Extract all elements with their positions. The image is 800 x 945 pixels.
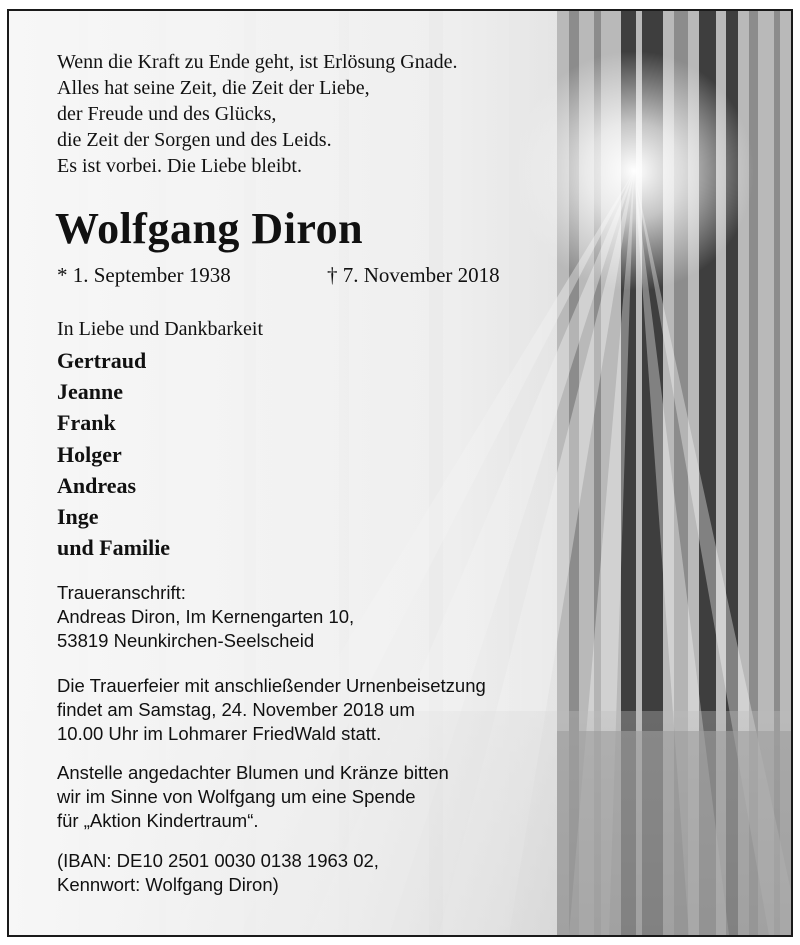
- donation-line: Anstelle angedachter Blumen und Kränze bitten: [57, 762, 449, 783]
- obituary-text: [9, 11, 609, 935]
- bank-details: [57, 849, 379, 897]
- iban-line: (IBAN: DE10 2501 0030 0138 1963 02,: [57, 850, 379, 871]
- mourner-name: und Familie: [57, 535, 171, 561]
- donation-line: wir im Sinne von Wolfgang um eine Spende: [57, 786, 416, 807]
- poem-line: Es ist vorbei. Die Liebe bleibt.: [57, 155, 302, 177]
- address-line: Andreas Diron, Im Kernengarten 10,: [57, 606, 355, 627]
- ceremony-line: 10.00 Uhr im Lohmarer FriedWald statt.: [57, 723, 382, 744]
- ceremony-line: findet am Samstag, 24. November 2018 um: [57, 699, 415, 720]
- address-line: 53819 Neunkirchen-Seelscheid: [57, 630, 315, 651]
- mourner-name: Andreas: [57, 472, 137, 498]
- obituary-frame: [7, 9, 793, 937]
- ceremony-line: Die Trauerfeier mit anschließender Urnenbeisetzung: [57, 675, 486, 696]
- poem-line: die Zeit der Sorgen und des Leids.: [57, 129, 332, 151]
- mourner-name: Holger: [57, 441, 122, 467]
- mourner-name: Gertraud: [57, 348, 147, 373]
- mourning-address: [57, 581, 354, 653]
- donation-request: [57, 761, 449, 833]
- mourners-intro: In Liebe und Dankbarkeit: [57, 318, 264, 340]
- poem-line: Wenn die Kraft zu Ende geht, ist Erlösung Gnade.: [57, 51, 458, 73]
- mourner-name: Inge: [57, 504, 99, 530]
- mourner-list: [57, 345, 170, 563]
- life-dates: [57, 263, 500, 288]
- donation-line: für „Aktion Kindertraum“.: [57, 810, 259, 831]
- poem: [57, 49, 458, 179]
- address-label: Traueranschrift:: [57, 582, 186, 603]
- mourner-name: Frank: [57, 410, 116, 436]
- death-date: † 7. November 2018: [327, 263, 500, 287]
- poem-line: der Freude und des Glücks,: [57, 103, 277, 125]
- birth-date: * 1. September 1938: [57, 263, 231, 287]
- keyword-line: Kennwort: Wolfgang Diron): [57, 874, 279, 895]
- deceased-name: Wolfgang Diron: [55, 204, 364, 253]
- mourner-name: Jeanne: [57, 379, 123, 405]
- poem-line: Alles hat seine Zeit, die Zeit der Liebe,: [57, 77, 370, 99]
- ceremony-info: [57, 674, 486, 746]
